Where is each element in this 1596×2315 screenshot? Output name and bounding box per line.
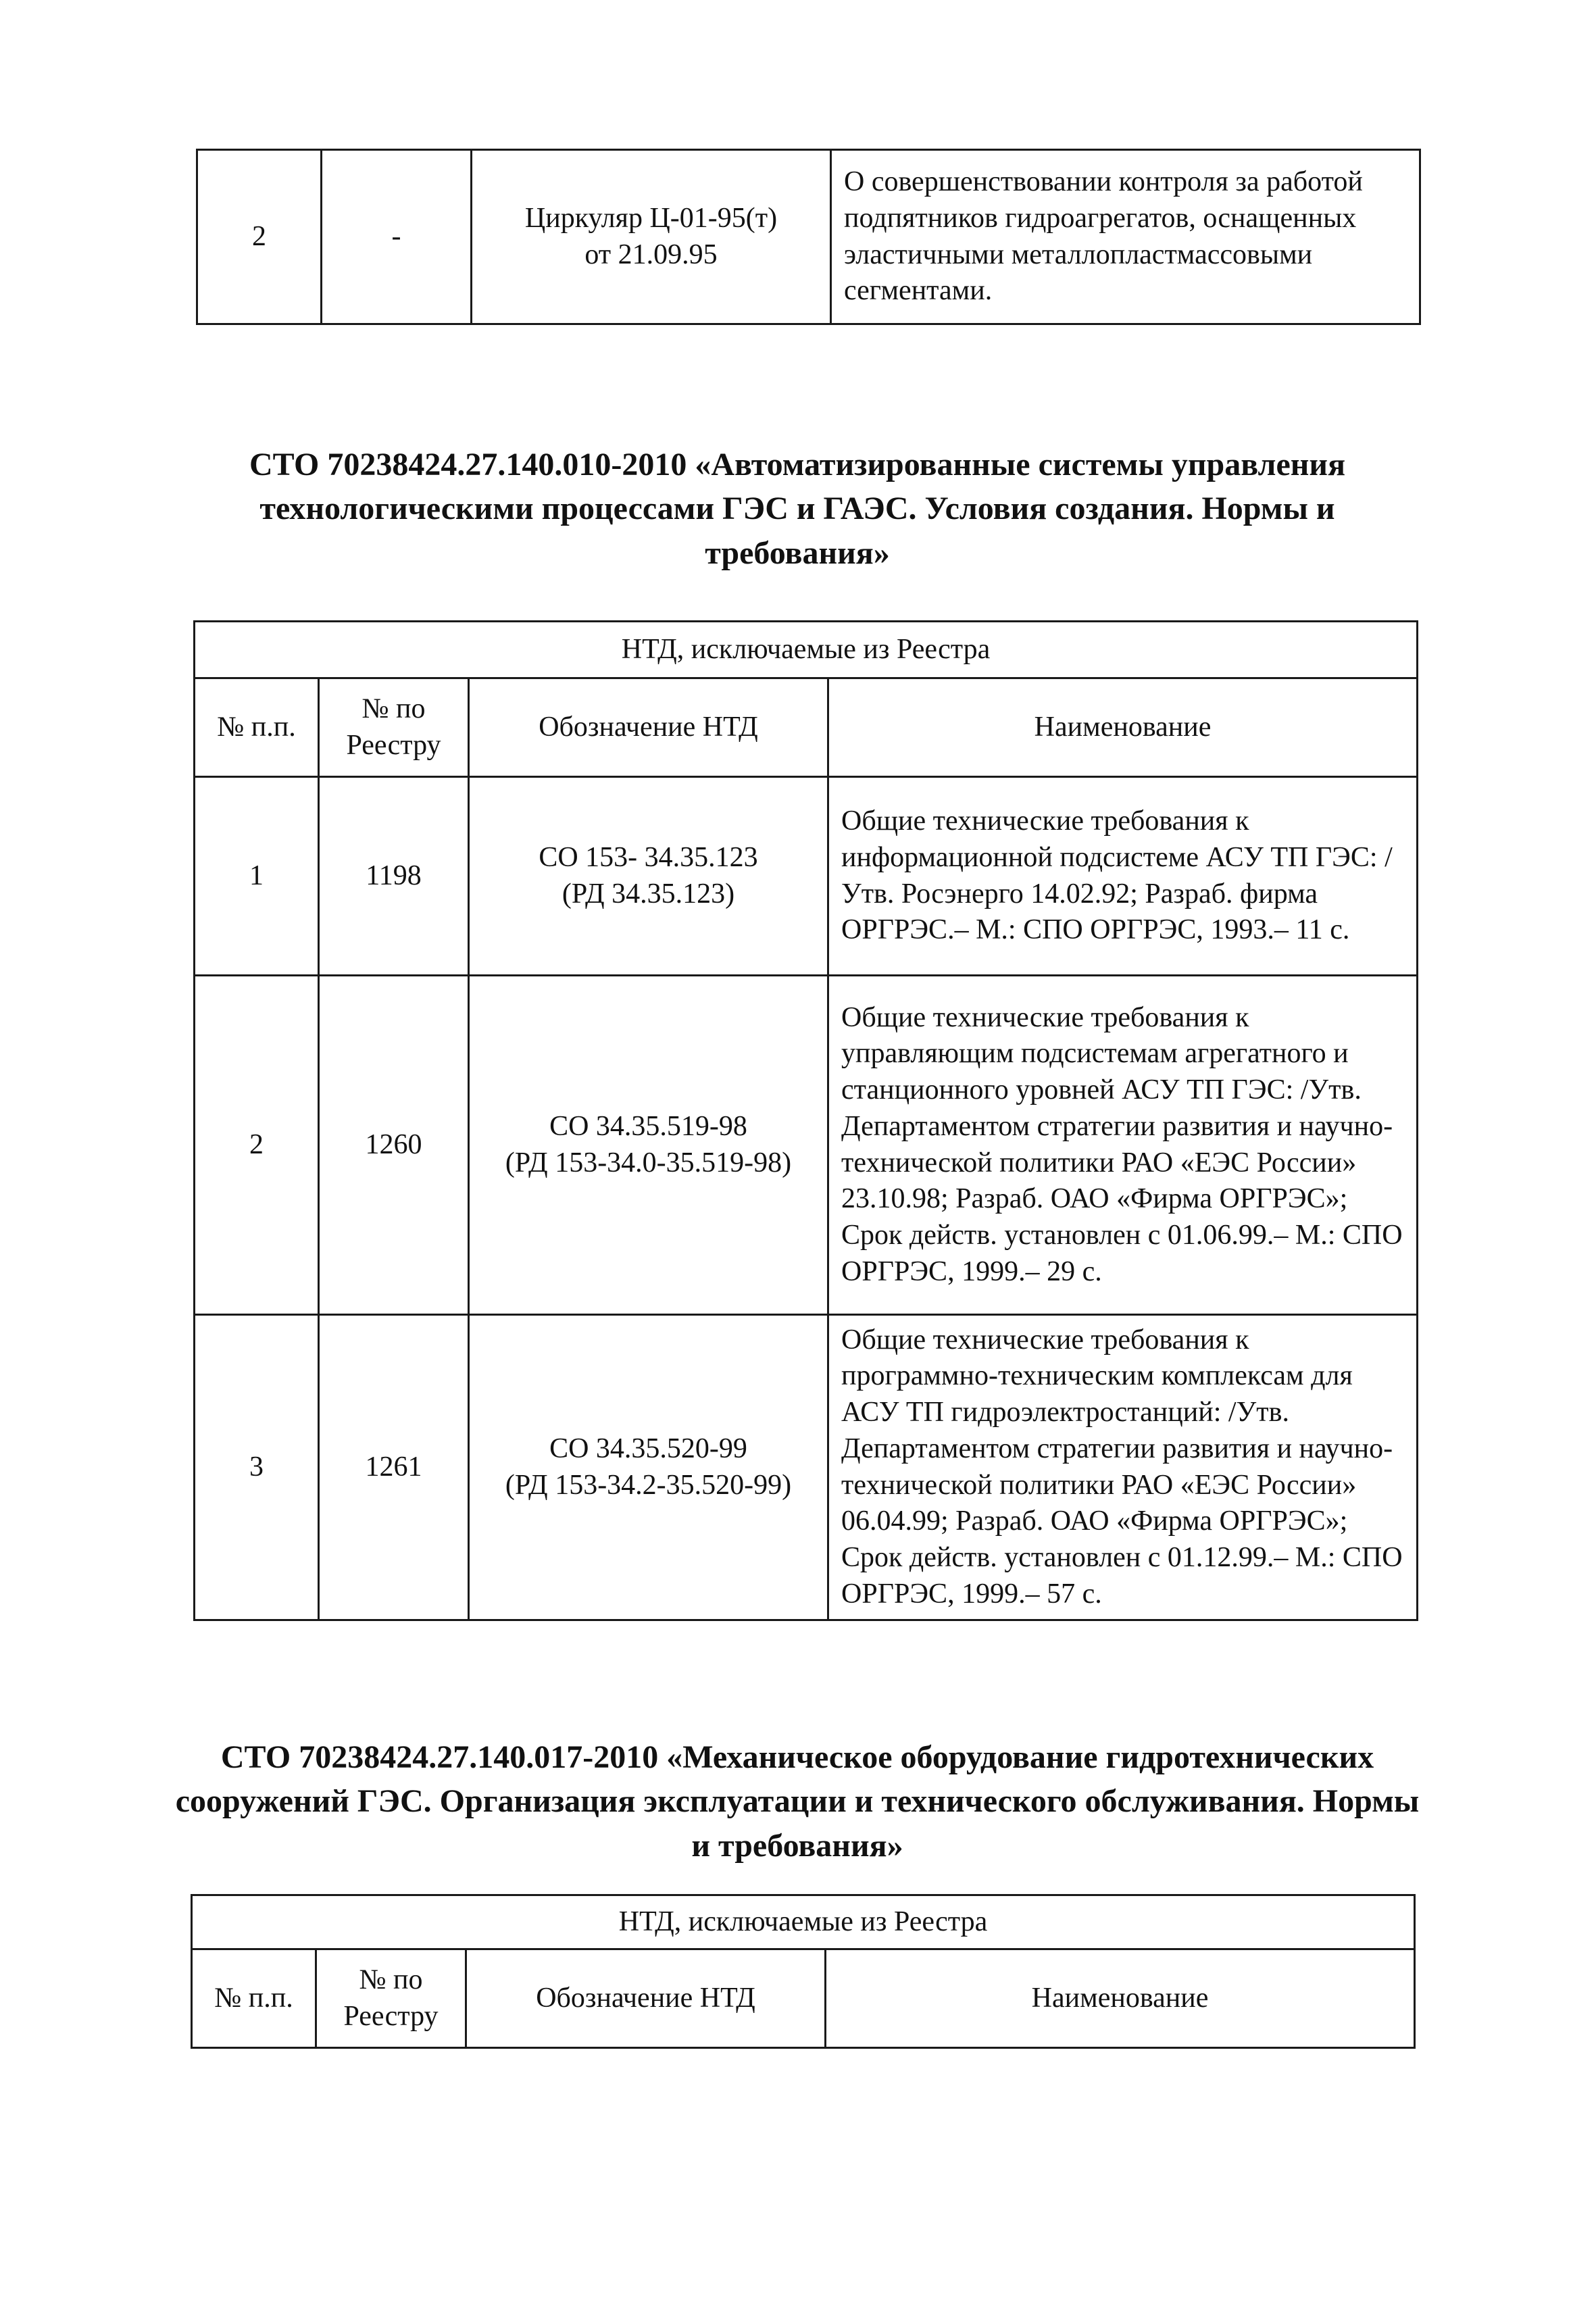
designation-cell xyxy=(469,1315,828,1620)
header-registry xyxy=(316,1949,466,2048)
header-line: № по xyxy=(361,693,426,724)
table-caption: НТД, исключаемые из Реестра xyxy=(192,1895,1415,1949)
heading-line: сооружений ГЭС. Организация эксплуатации и технического обслуживания. Нормы xyxy=(175,1783,1420,1820)
header-registry xyxy=(319,678,469,777)
designation-cell xyxy=(469,777,828,976)
designation-line: (РД 153-34.2-35.520-99) xyxy=(505,1469,792,1501)
header-line: № по xyxy=(359,1964,423,1995)
registry-number: 1261 xyxy=(319,1315,469,1620)
section2-heading xyxy=(155,1735,1439,1868)
table-caption: НТД, исключаемые из Реестра xyxy=(195,622,1418,678)
table-caption-row xyxy=(195,622,1418,678)
table-header-row xyxy=(192,1949,1415,2048)
designation-line: (РД 34.35.123) xyxy=(562,878,735,910)
section1-heading xyxy=(155,443,1439,575)
header-num: № п.п. xyxy=(192,1949,316,2048)
section1-table xyxy=(193,620,1418,1621)
designation-cell xyxy=(469,976,828,1315)
registry-number: 1260 xyxy=(319,976,469,1315)
designation-line: СО 153- 34.35.123 xyxy=(539,841,758,873)
table-header-row xyxy=(195,678,1418,777)
registry-number: - xyxy=(322,150,472,324)
header-designation: Обозначение НТД xyxy=(466,1949,826,2048)
designation-line: (РД 153-34.0-35.519-98) xyxy=(505,1147,792,1178)
designation-line: СО 34.35.519-98 xyxy=(549,1110,747,1142)
heading-line: СТО 70238424.27.140.017-2010 «Механическое оборудование гидротехнических xyxy=(220,1739,1374,1775)
registry-number: 1198 xyxy=(319,777,469,976)
top-table xyxy=(196,149,1421,325)
name-cell: О совершенствовании контроля за работой подпятников гидроагрегатов, оснащенных эластичными металлопластмассовыми сегментами. xyxy=(831,150,1420,324)
table-row xyxy=(195,976,1418,1315)
row-number: 1 xyxy=(195,777,319,976)
table-row xyxy=(197,150,1420,324)
name-cell: Общие технические требования к программно-техническим комплексам для АСУ ТП гидроэлектростанций: /Утв. Департаментом стратегии развития и научно-технической политики РАО «ЕЭС России» 06.04.99; Разраб. ОАО «Фирма ОРГРЭС»; Срок действ. установлен с 01.12.99.– М.: СПО ОРГРЭС, 1999.– 57 с. xyxy=(828,1315,1418,1620)
heading-line: и требования» xyxy=(691,1827,903,1864)
designation-line: Циркуляр Ц-01-95(т) xyxy=(524,202,778,234)
designation-line: от 21.09.95 xyxy=(584,239,718,270)
table-row xyxy=(195,777,1418,976)
heading-line: технологическими процессами ГЭС и ГАЭС. Условия создания. Нормы и xyxy=(259,491,1335,527)
row-number: 3 xyxy=(195,1315,319,1620)
row-number: 2 xyxy=(195,976,319,1315)
header-num: № п.п. xyxy=(195,678,319,777)
heading-line: СТО 70238424.27.140.010-2010 «Автоматизированные системы управления xyxy=(249,447,1346,482)
table-caption-row xyxy=(192,1895,1415,1949)
row-number: 2 xyxy=(197,150,322,324)
header-line: Реестру xyxy=(346,729,441,761)
table-row xyxy=(195,1315,1418,1620)
header-line: Реестру xyxy=(343,2000,439,2032)
header-designation: Обозначение НТД xyxy=(469,678,828,777)
heading-line: требования» xyxy=(705,534,890,571)
designation-cell xyxy=(472,150,831,324)
name-cell: Общие технические требования к управляющим подсистемам агрегатного и станционного уровней АСУ ТП ГЭС: /Утв. Департаментом стратегии развития и научно-технической политики РАО «ЕЭС России» 23.10.98; Разраб. ОАО «Фирма ОРГРЭС»; Срок действ. установлен с 01.06.99.– М.: СПО ОРГРЭС, 1999.– 29 с. xyxy=(828,976,1418,1315)
designation-line: СО 34.35.520-99 xyxy=(549,1433,747,1464)
header-name: Наименование xyxy=(826,1949,1415,2048)
header-name: Наименование xyxy=(828,678,1418,777)
section2-table xyxy=(191,1894,1416,2049)
name-cell: Общие технические требования к информационной подсистеме АСУ ТП ГЭС: /Утв. Росэнерго 14.02.92; Разраб. фирма ОРГРЭС.– М.: СПО ОРГРЭС, 1993.– 11 с. xyxy=(828,777,1418,976)
